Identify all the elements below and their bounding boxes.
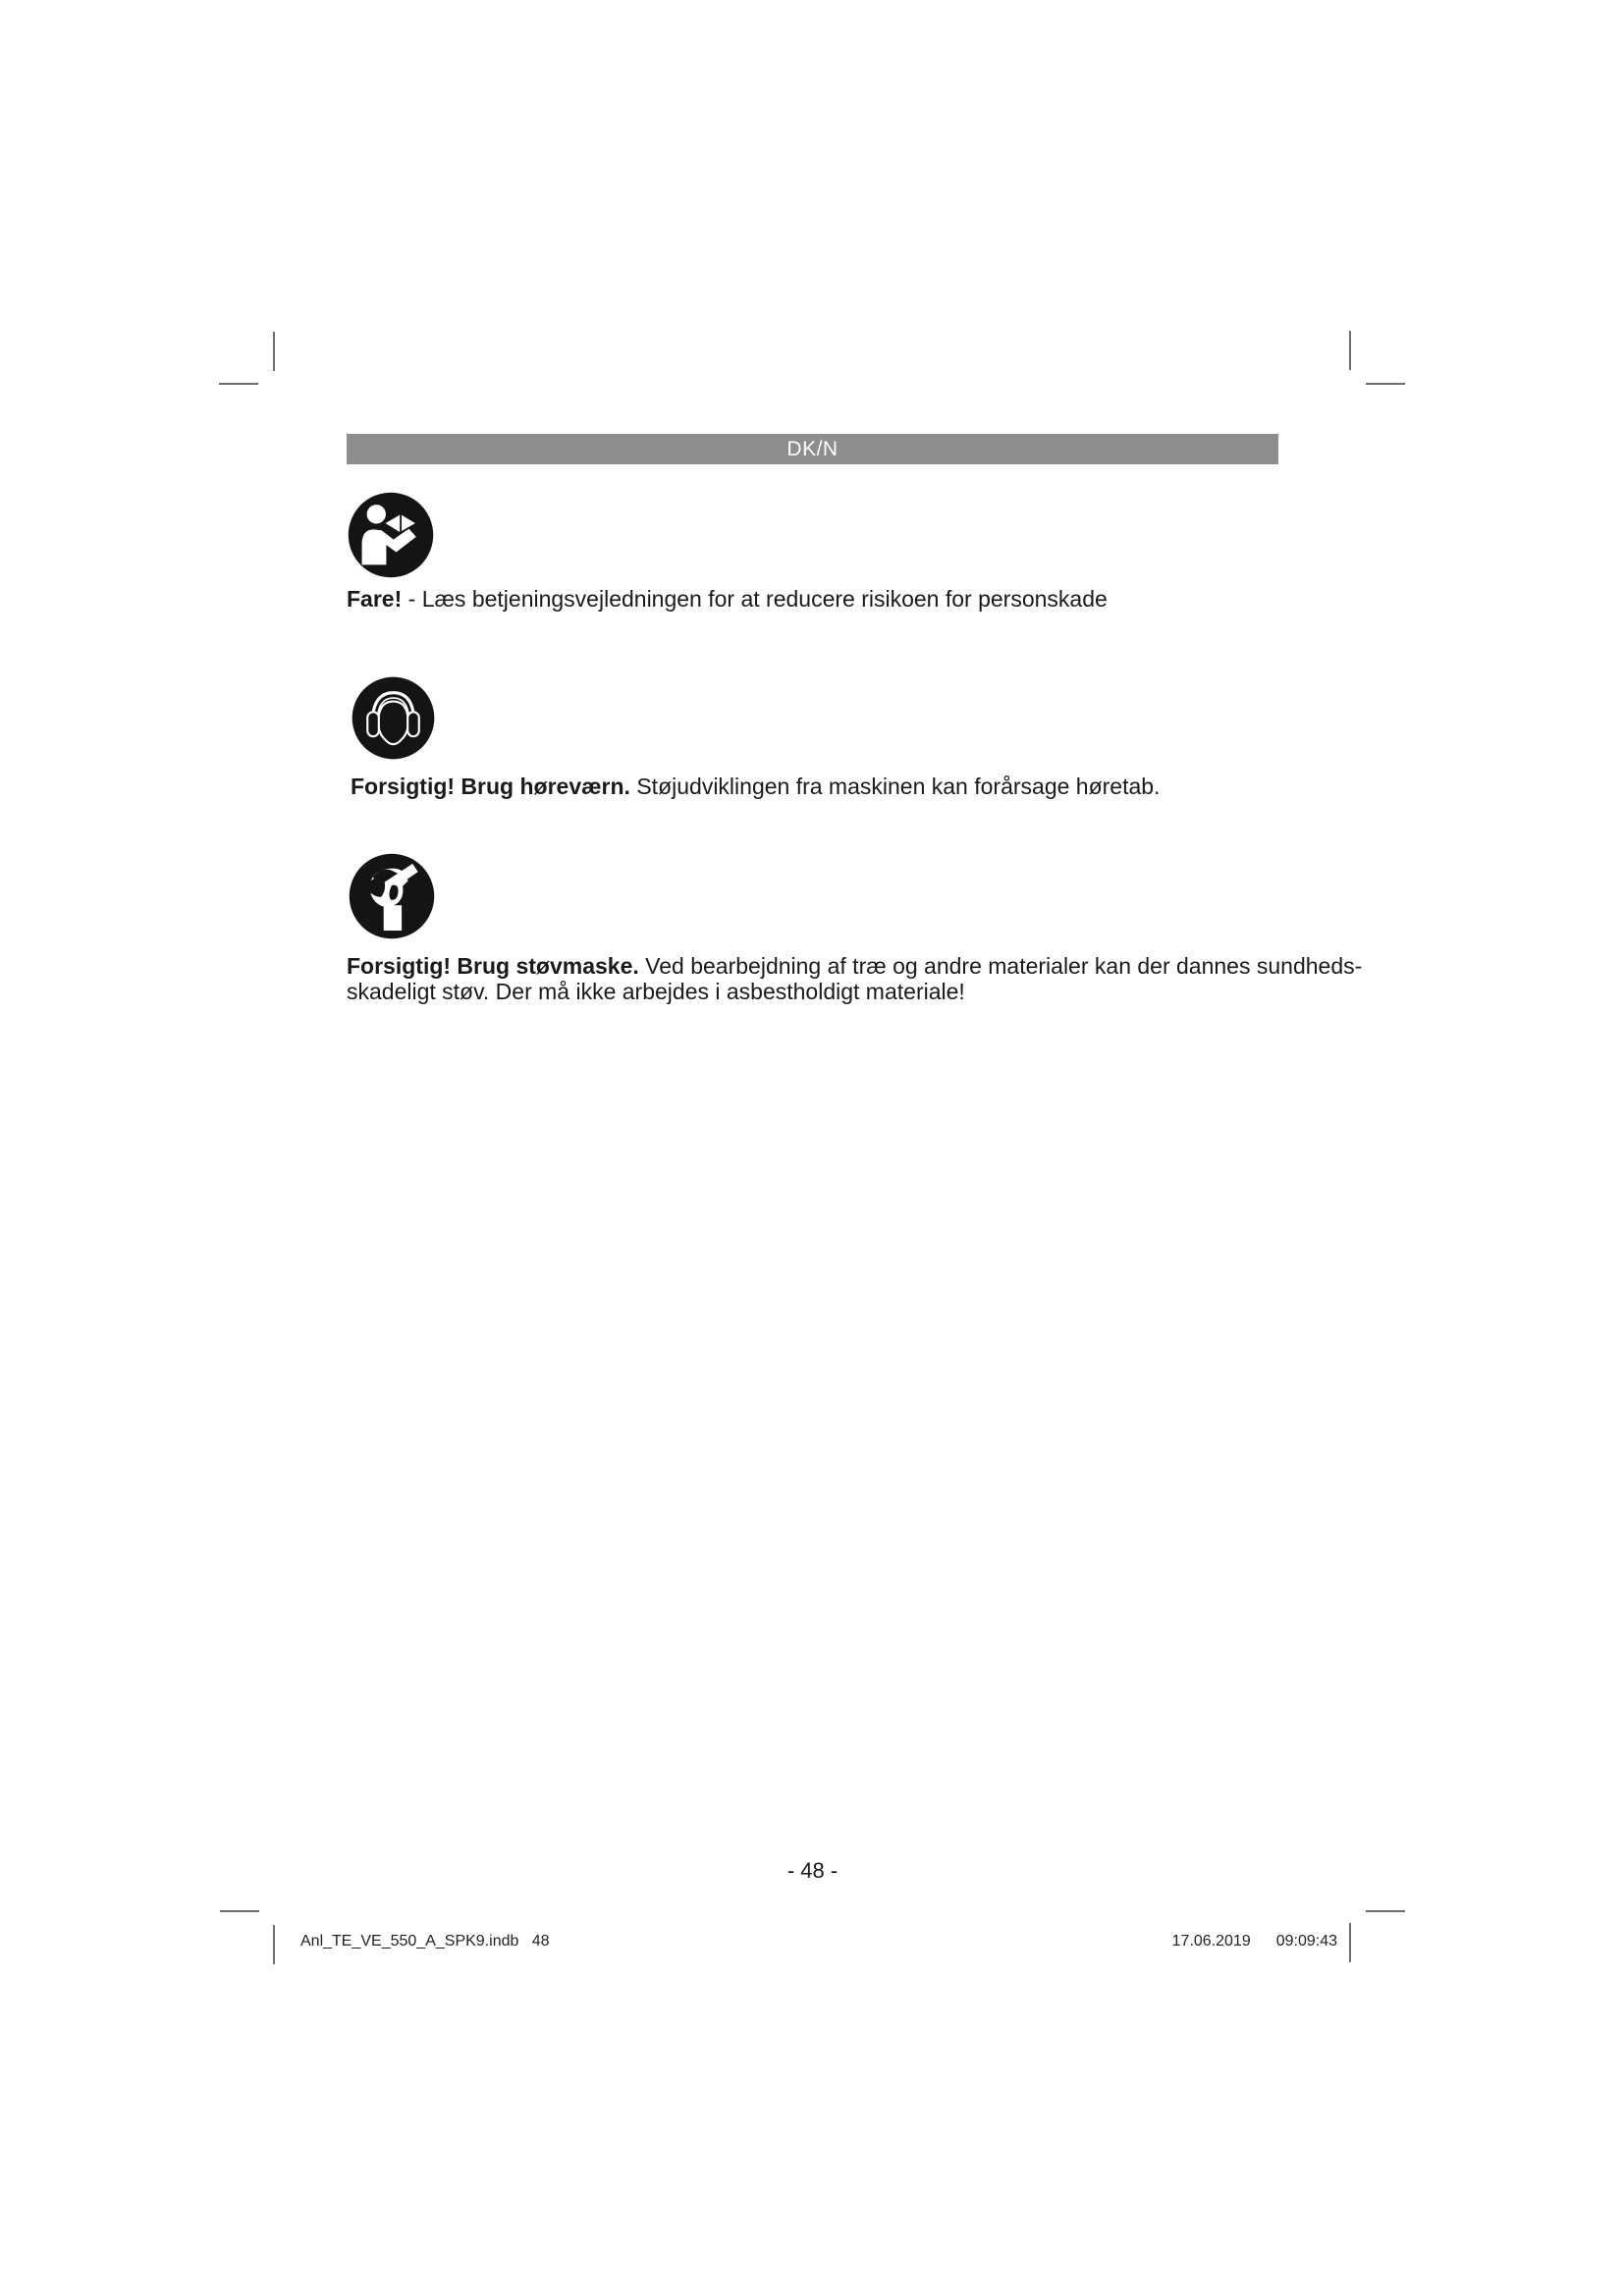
warning-bold: Forsigtig! Brug høreværn. (351, 774, 630, 799)
ear-protection-icon (350, 673, 437, 763)
dust-mask-icon (347, 850, 437, 942)
warning-body: Støjudviklingen fra maskinen kan forårsage høretab. (629, 774, 1161, 799)
warning-text-ear-protection (351, 774, 1160, 799)
warning-text-read-manual (347, 586, 1108, 612)
warning-bold: Forsigtig! Brug støvmaske. (347, 953, 639, 979)
footer-filename: Anl_TE_VE_550_A_SPK9.indb 48 (300, 1933, 550, 1949)
footer-date: 17.06.2019 (1171, 1933, 1251, 1949)
crop-mark-bottom-right-horizontal (1366, 1910, 1405, 1912)
crop-mark-top-left-vertical (273, 332, 275, 371)
footer-datetime (1172, 1933, 1337, 1950)
warning-text-dust-mask (347, 953, 1362, 1004)
page-number: - 48 - (786, 1858, 839, 1883)
crop-mark-bottom-left-horizontal (220, 1910, 259, 1912)
warning-bold: Fare! (347, 586, 403, 612)
crop-mark-top-right-horizontal (1366, 383, 1405, 385)
warning-body: - Læs betjeningsvejledningen for at reducere risikoen for personskade (402, 586, 1108, 612)
footer-time: 09:09:43 (1275, 1933, 1337, 1949)
crop-mark-bottom-right-vertical (1349, 1923, 1351, 1962)
warning-body: Ved bearbejdning af træ og andre materialer kan der dannes sundheds- (638, 953, 1363, 979)
crop-mark-bottom-left-vertical (273, 1925, 275, 1964)
language-header-bar (347, 434, 1278, 464)
warning-body-line2: skadeligt støv. Der må ikke arbejdes i asbestholdigt materiale! (347, 979, 965, 1004)
language-label: DK/N (786, 437, 839, 460)
crop-mark-top-left-horizontal (219, 383, 258, 385)
read-manual-icon (346, 490, 436, 580)
crop-mark-top-right-vertical (1349, 331, 1351, 370)
